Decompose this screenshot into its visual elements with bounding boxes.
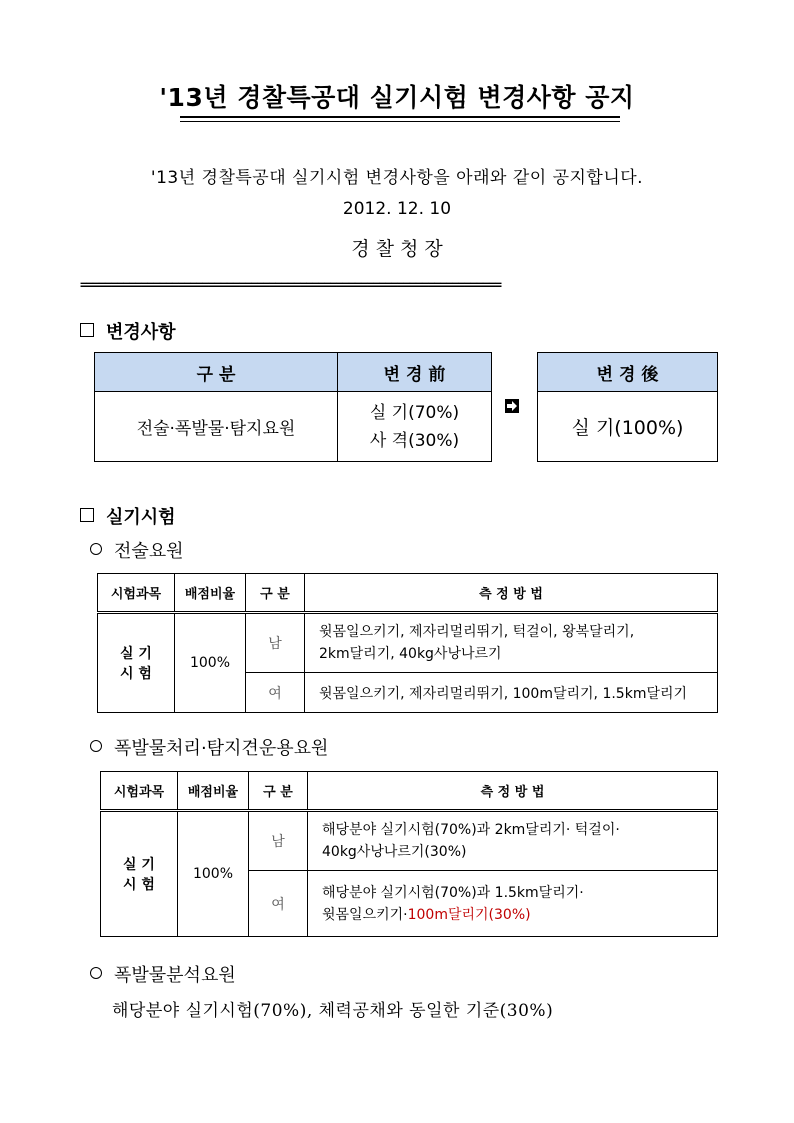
- circle-bullet-icon: [90, 740, 102, 752]
- explosive-male-method-line-2: 40kg사낭나르기(30%): [322, 844, 467, 860]
- issuing-agency: 경 찰 청 장: [351, 238, 443, 260]
- explosive-female-label: 여: [249, 871, 308, 937]
- change-after: 실 기(100%): [538, 392, 718, 462]
- explosive-ratio: 100%: [178, 811, 249, 937]
- col-subject: 시험과목: [101, 772, 178, 811]
- tactical-female-label: 여: [246, 673, 305, 713]
- tactical-label: 전술요원: [114, 541, 184, 562]
- section-exam-heading: [80, 503, 176, 529]
- explosive-label: 폭발물처리·탐지견운용요원: [114, 738, 329, 759]
- section-changes-heading: [80, 318, 176, 344]
- col-after: 변 경 後: [538, 353, 718, 392]
- col-ratio: 배점비율: [178, 772, 249, 811]
- tactical-male-method: [305, 613, 718, 673]
- explosive-female-method: [308, 871, 718, 937]
- explosive-female-method-line-2: [322, 904, 716, 926]
- tactical-ratio: 100%: [175, 613, 246, 713]
- page-title: '13년 경찰특공대 실기시험 변경사항 공지: [159, 83, 635, 112]
- explosive-male-label: 남: [249, 811, 308, 871]
- col-subject: 시험과목: [98, 574, 175, 613]
- tactical-female-method: 윗몸일으키기, 제자리멀리뛰기, 100m달리기, 1.5km달리기: [305, 673, 718, 713]
- separator-line: =====================================================================: [80, 277, 501, 292]
- tactical-male-label: 남: [246, 613, 305, 673]
- analysis-label: 폭발물분석요원: [114, 965, 236, 986]
- changes-table: [94, 352, 492, 462]
- circle-bullet-icon: [90, 967, 102, 979]
- col-gender: 구 분: [249, 772, 308, 811]
- title-underline: [180, 116, 620, 118]
- explosive-female-method-highlight: 100m달리기(30%): [407, 906, 531, 923]
- section-changes-label: 변경사항: [106, 322, 176, 343]
- intro-text: '13년 경찰특공대 실기시험 변경사항을 아래와 같이 공지합니다.: [150, 168, 644, 188]
- analysis-text: 해당분야 실기시험(70%), 체력공채와 동일한 기준(30%): [112, 1001, 554, 1021]
- square-bullet-icon: [80, 323, 94, 337]
- circle-bullet-icon: [90, 543, 102, 555]
- col-gender: 구 분: [246, 574, 305, 613]
- explosive-male-method: [308, 811, 718, 871]
- explosive-female-method-part-a: 윗몸일으키기·: [322, 906, 408, 923]
- before-line-2: 사 격(30%): [369, 430, 460, 451]
- col-before: 변 경 前: [338, 353, 492, 392]
- col-ratio: 배점비율: [175, 574, 246, 613]
- tactical-male-method-line-1: 윗몸일으키기, 제자리멀리뛰기, 턱걸이, 왕복달리기,: [319, 624, 635, 640]
- analysis-heading: [90, 961, 236, 987]
- change-category: 전술·폭발물·탐지요원: [95, 392, 338, 462]
- explosive-male-method-line-1: 해당분야 실기시험(70%)과 2km달리기· 턱걸이·: [322, 822, 620, 838]
- arrow-right-icon: [505, 399, 519, 413]
- tactical-table: [97, 573, 718, 713]
- section-exam-label: 실기시험: [106, 507, 176, 528]
- tactical-subject: 실 기 시 험: [98, 613, 175, 713]
- before-line-1: 실 기(70%): [369, 402, 460, 423]
- title-underline-thin: [180, 121, 620, 122]
- col-method: 측 정 방 법: [305, 574, 718, 613]
- change-before: [338, 392, 492, 462]
- explosive-heading: [90, 734, 328, 760]
- explosive-female-method-line-1: 해당분야 실기시험(70%)과 1.5km달리기·: [322, 884, 584, 901]
- square-bullet-icon: [80, 508, 94, 522]
- col-method: 측 정 방 법: [308, 772, 718, 811]
- col-category: 구 분: [95, 353, 338, 392]
- changes-after-table: [537, 352, 718, 462]
- notice-date: 2012. 12. 10: [342, 199, 452, 219]
- explosive-table: [100, 771, 718, 937]
- tactical-male-method-line-2: 2km달리기, 40kg사낭나르기: [319, 646, 502, 662]
- tactical-heading: [90, 537, 184, 563]
- explosive-subject: 실 기 시 험: [101, 811, 178, 937]
